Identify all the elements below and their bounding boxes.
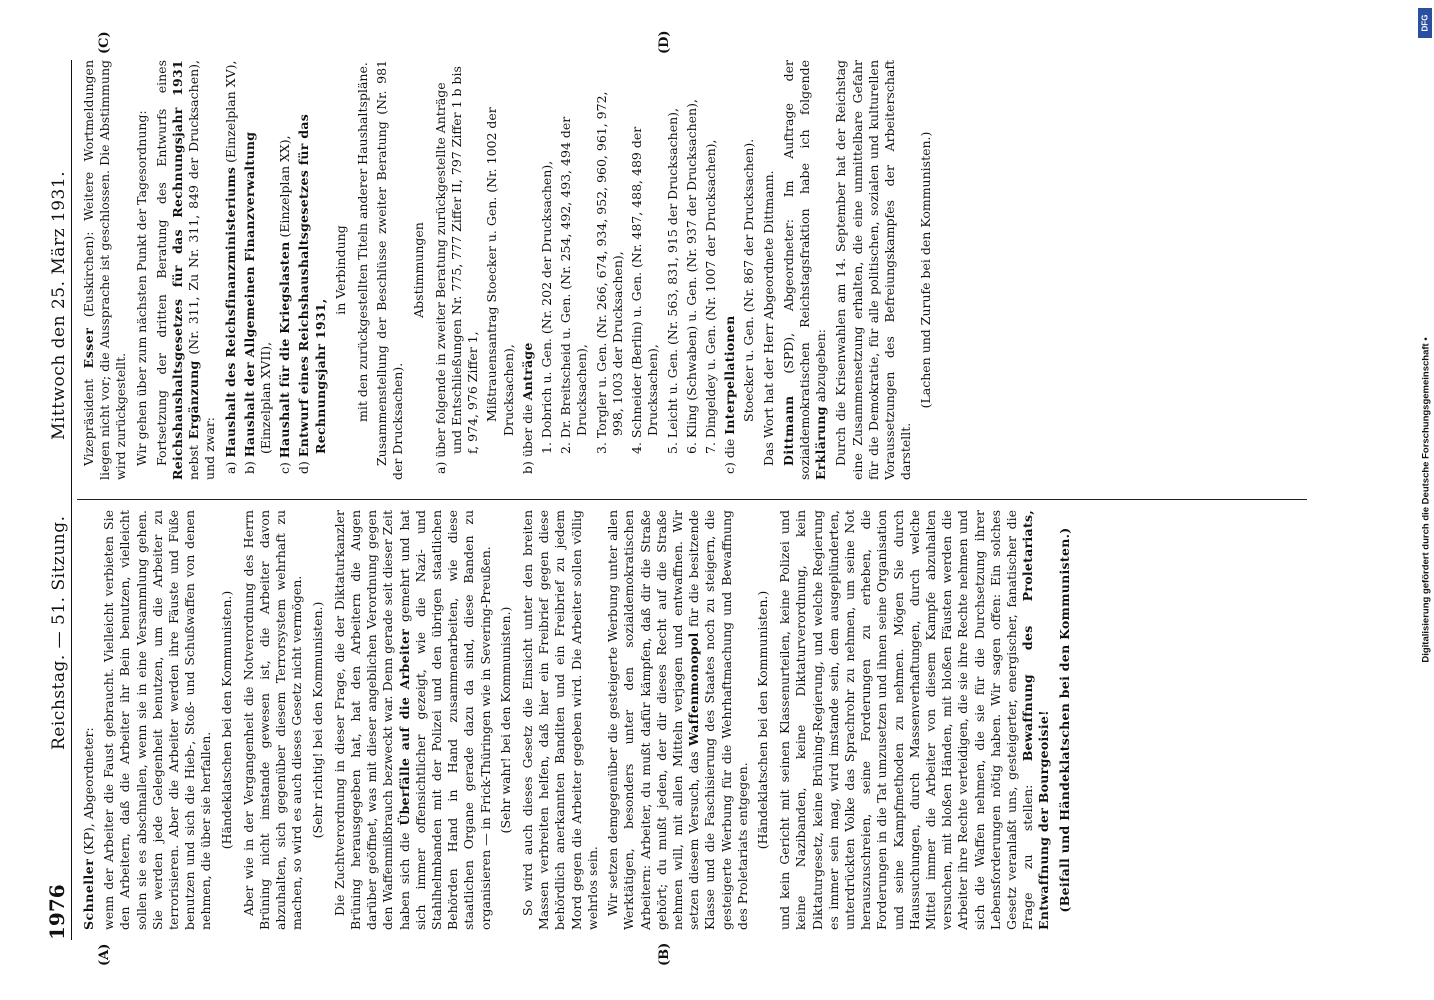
item-letter: b) <box>241 461 257 474</box>
text-run: (Nr. 311, Zu Nr. 311, 849 der Drucksachen), und zwar: <box>186 60 218 480</box>
text-run: nebst <box>186 439 202 480</box>
speaker-name: Schneller <box>81 858 96 930</box>
agenda-item <box>296 60 328 480</box>
digitization-credit <box>1416 0 1434 1000</box>
remark: (Lachen und Zurufe bei den Kommunisten.) <box>918 131 934 409</box>
column-divider <box>77 499 1307 500</box>
dfg-logo <box>1418 8 1432 38</box>
item-letter: d) <box>296 461 312 474</box>
paragraph: Das Wort hat der Herr Abgeordnete Dittmann. <box>760 170 776 466</box>
paragraph <box>154 60 219 480</box>
text-run: (Euskirchen): Weitere Wortmeldungen liegen nicht vor; die Aussprache ist geschlossen. Die Abstimmung wird zurückgestellt. <box>81 60 129 480</box>
text-run: (Einzelplan XVII), <box>258 341 274 454</box>
list-item: 6. Kling (Schwaben) u. Gen. (Nr. 937 der Drucksachen), <box>683 99 699 454</box>
document-page <box>37 20 1397 980</box>
speaker-role: (KP), Abgeordneter: <box>81 727 96 859</box>
paragraph: Mißtrauensantrag Stoecker u. Gen. (Nr. 1002 der Drucksachen), <box>484 107 516 436</box>
text-run: und kein Gericht mit seinen Klassenurteilen, keine Polizei und keine Nazibanden, keine Diktaturverordnung, kein Diktaturgesetz, keine Brüning-Regierung, und welche Regierung es immer sein mag, wird imstande sein, dem ausgeplünderten, unterdrückten Volke das Sprachrohr zu nehmen, um seine Not herauszuschreien, seine Forderungen zu erheben, die Forderungen in die Tat umzusetzen und ihnen seine Organisation und seine Kampfmethoden zu nehmen. Mögen Sie durch Haussuchungen, durch Massenverhaftungen, durch welche Mittel immer die Arbeiter von diesem Kampfe abzuhalten versuchen, mit bloßen Händen, mit bloßen Fäusten werden die Arbeiter ihre Rechte verteidigen, die sie ihre Rechte nehmen und sich die Waffen nehmen, die sie für die Durchsetzung ihrer Lebensforderungen nötig haben. Wir sagen offen: Ein solches Gesetz veranlaßt uns, gesteigerter, energischer, fanatischer die Frage zu stellen: <box>777 510 1036 930</box>
agenda-item <box>722 60 738 480</box>
emphasis: Anträge <box>519 342 535 401</box>
emphasis: Bewaffnung des Proletariats, Entwaffnung der Bourgeoisie! <box>1020 510 1052 930</box>
agenda-item <box>520 60 536 480</box>
remark <box>1057 510 1073 930</box>
margin-mark-a: (A) <box>97 943 112 966</box>
speaker-line <box>81 510 97 930</box>
emphasis: Überfälle auf die Arbeiter <box>396 628 412 826</box>
list-item: 5. Leicht u. Gen. (Nr. 563, 831, 915 der Drucksachen), <box>664 107 680 454</box>
text-run: (SPD), Abgeordneter: Im Auftrage der sozialdemokratischen Reichstagsfraktion habe ich folgende <box>780 60 812 480</box>
applause-remark: (Beifall und Händeklatschen bei den Kommunisten.) <box>1056 527 1072 913</box>
text-run: b) über die <box>519 400 535 474</box>
item-letter: a) <box>222 461 238 474</box>
logo-text: DFG <box>1420 14 1430 32</box>
emphasis: Interpellationen <box>722 315 738 435</box>
left-column <box>81 510 1311 930</box>
text-run: Vizepräsident <box>81 368 96 466</box>
margin-mark-c: (C) <box>97 31 112 54</box>
emphasis: Waffenmonopol <box>686 632 702 746</box>
list-item: 2. Dr. Breitscheid u. Gen. (Nr. 254, 492, 493, 494 der Drucksachen), <box>558 116 590 454</box>
remark: (Händeklatschen bei den Kommunisten.) <box>218 590 234 850</box>
paragraph <box>81 60 130 480</box>
emphasis: Reichshaushaltsgesetzes für das Rechnungsjahr 1931 <box>170 60 186 480</box>
paragraph: Zusammenstellung der Beschlüsse zweiter Beratung (Nr. 981 der Drucksachen). <box>374 60 406 480</box>
list-item: 4. Schneider (Berlin) u. Gen. (Nr. 487, 488, 489 der Drucksachen), <box>629 126 661 454</box>
text-run: c) die <box>722 434 738 474</box>
paragraph: wenn der Arbeiter die Faust gebraucht. Vielleicht verbieten Sie den Arbeitern, daß die Arbeiter ihr Bein benutzen, vielleicht sollen sie es abschnallen, wenn sie in eine Versammlung gehen. Sie werden jede Gelegenheit benutzen, um die Arbeiter zu terrorisieren. Aber die Arbeiter werden ihre Fäuste und Füße benutzen und sich die Hieb-, Stoß- und Schußwaffen von denen nehmen, die über sie herfallen. <box>101 510 214 930</box>
margin-mark-b: (B) <box>657 942 672 966</box>
list-item: 7. Dingeldey u. Gen. (Nr. 1007 der Drucksachen), <box>702 139 718 454</box>
text-run: Wir setzen demgegenüber die gesteigerte Werbung unter allen Werktätigen, besonders unter den sozialdemokratischen Arbeitern: Arbeiter, du mußt dafür kämpfen, daß dir die Straße gehört; du mußt jeden, der dir dieses Recht auf die Straße nehmen will, mit allen Mitteln verjagen und entwaffnen. Wir setzen diesem Versuch, das <box>605 510 702 930</box>
paragraph <box>781 60 830 480</box>
right-column <box>81 60 1311 480</box>
paragraph: So wird auch dieses Gesetz die Einsicht unter den breiten Massen verbreiten helfen, daß hier ein Freibrief gegen diese behördlich anerkannten Banditen und ein Freibrief zu jedem Mord gegen die Arbeiter gegeben wird. Die Arbeiter sollen völlig wehrlos sein. <box>520 510 600 930</box>
text-run: gemehrt und hat sich immer offensichtlicher gezeigt, wie die Nazi- und Stahlhelmbanden mit der Polizei und den übrigen staatlichen Behörden Hand in Hand zusammenarbeiten, wie diese staatlichen Organe gerade dazu da sind, diese Banden zu organisieren — in Frick-Thüringen wie in Severing-Preußen. <box>396 510 493 930</box>
emphasis: Haushalt für die Kriegslasten <box>277 241 293 459</box>
session-title: Reichstag. — 51. Sitzung. <box>49 515 69 750</box>
paragraph: Durch die Krisenwahlen am 14. September hat der Reichstag eine Zusammensetzung erhalten, die eine unmittelbare Gefahr für die Demokratie, für alle politischen, sozialen und kulturellen Voraussetzungen des Befreiungskampfes der Arbeiterschaft darstellt. <box>833 60 914 480</box>
emphasis: Haushalt des Reichsfinanzministeriums <box>222 166 238 458</box>
list-item: 1. Dobrich u. Gen. (Nr. 202 der Drucksachen), <box>539 160 555 454</box>
agenda-item <box>223 60 239 480</box>
remark: (Sehr wahr! bei den Kommunisten.) <box>497 606 513 834</box>
emphasis: Ergänzung <box>186 360 202 440</box>
page-header <box>47 60 73 940</box>
speaker-name: Esser <box>81 327 96 369</box>
item-letter: c) <box>277 462 293 474</box>
paragraph: Stoecker u. Gen. (Nr. 867 der Drucksachen). <box>741 138 757 422</box>
list-item: 3. Torgler u. Gen. (Nr. 266, 674, 934, 952, 960, 961, 972, 998, 1003 der Drucksachen), <box>593 91 625 454</box>
connector: in Verbindung <box>332 225 348 315</box>
paragraph <box>332 510 494 930</box>
agenda-item <box>242 60 274 480</box>
speaker-name: Dittmann <box>780 395 796 466</box>
paragraph: Wir gehen über zum nächsten Punkt der Tagesordnung: <box>133 110 149 466</box>
margin-mark-d: (D) <box>657 30 672 54</box>
emphasis: Entwurf eines Reichshaushaltsgesetzes für das Rechnungsjahr 1931, <box>296 113 328 458</box>
paragraph: Aber wie in der Vergangenheit die Notverordnung des Herrn Brüning nicht imstande gewesen ist, die Arbeiter davon abzuhalten, sich gegenüber diesem Terrorsystem wehrhaft zu machen, so wird es auch dieses Gesetz nicht vermögen. <box>240 510 305 930</box>
text-run: Die Zuchtverordnung in dieser Frage, die der Diktaturkanzler Brüning herausgegeben hat, hat den Arbeitern die Augen darüber geöffnet, was mit dieser angeblichen Verordnung gegen den Waffenmißbrauch bezweckt war. Denn gerade seit dieser Zeit haben sich die <box>331 510 412 930</box>
paragraph <box>605 510 751 930</box>
text-run: für die besitzende Klasse und die Faschisierung des Staates noch zu steigern, die gesteigerte Werbung für die Wehrhaftmachung und Bewaffnung des Proletariats entgegen. <box>686 510 750 930</box>
agenda-item: a) über folgende in zweiter Beratung zurückgestellte Anträge und Entschließungen Nr. 775, 777 Ziffer II, 797 Ziffer 1 b bis f, 974, 976 Ziffer 1, <box>432 66 481 474</box>
emphasis: Erklärung <box>813 406 829 480</box>
header-rule <box>71 60 72 940</box>
remark: (Händeklatschen bei den Kommunisten.) <box>754 590 770 850</box>
text-run: Fortsetzung der dritten Beratung des Entwurfs eines <box>153 60 169 466</box>
text-run: abzugeben: <box>813 329 829 407</box>
emphasis: Haushalt der Allgemeinen Finanzverwaltung <box>241 131 257 458</box>
agenda-item <box>277 60 293 480</box>
text-run: (Einzelplan XX), <box>277 135 293 242</box>
text-run: (Einzelplan XV), <box>222 60 238 167</box>
section-heading: Abstimmungen <box>410 222 426 318</box>
remark: (Sehr richtig! bei den Kommunisten.) <box>309 601 325 839</box>
paragraph <box>777 510 1052 930</box>
paragraph: mit den zurückgestellten Titeln anderer Haushaltspläne. <box>355 62 371 422</box>
credit-text: Digitalisierung gefördert durch die Deutsche Forschungsgemeinschaft • <box>1420 337 1432 663</box>
session-date: Mittwoch den 25. März 1931. <box>49 170 69 440</box>
page-number: 1976 <box>45 884 69 940</box>
